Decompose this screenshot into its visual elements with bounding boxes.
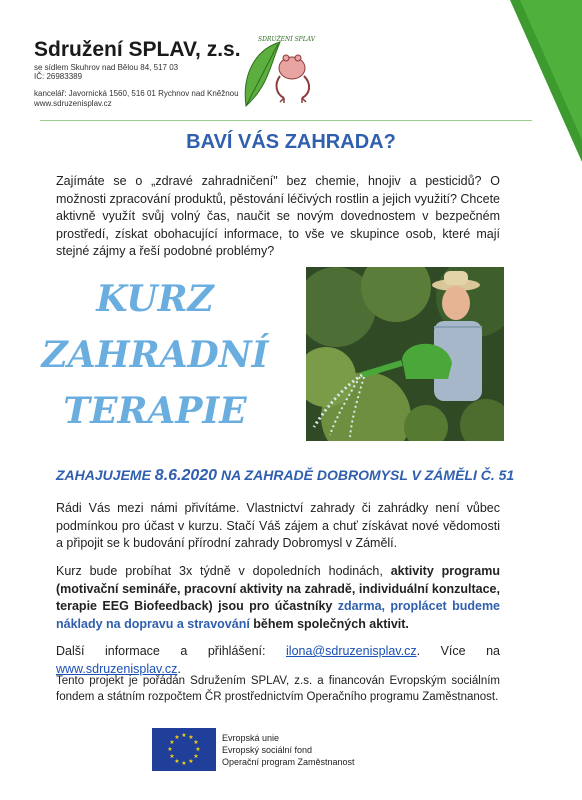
program-text-2: aktivity programu (motivační semináře, pracovní aktivity na zahradě, individuální konzultace, terapie EEG Biofeedback) jsou pro účastníky [56, 564, 500, 613]
gardener-photo [306, 267, 504, 441]
svg-text:★: ★ [195, 746, 201, 753]
eu-text [222, 732, 355, 768]
contact-end: . [177, 661, 181, 676]
course-title-line-3: TERAPIE [63, 390, 247, 432]
funding-paragraph: Tento projekt je pořádán Sdružením SPLAV, z.s. a financován Evropským sociálním fondem a státním rozpočtem ČR prostřednictvím Operačního programu Zaměstnanost. [56, 675, 500, 703]
org-website: www.sdruzenisplav.cz [34, 99, 112, 108]
contact-middle: . Více na [416, 644, 500, 658]
svg-text:★: ★ [188, 758, 194, 765]
svg-text:★: ★ [181, 732, 187, 739]
program-paragraph [56, 563, 500, 633]
svg-text:★: ★ [188, 734, 194, 741]
org-ic: IČ: 26983389 [34, 72, 83, 81]
org-office: kancelář: Javornická 1560, 516 01 Rychnov nad Kněžnou [34, 89, 239, 98]
eu-line-2: Evropský sociální fond [222, 745, 313, 755]
contact-email-link[interactable]: ilona@sdruzenisplav.cz [286, 644, 417, 658]
intro-paragraph: Zajímáte se o „zdravé zahradničení" bez chemie, hnojiv a pesticidů? O možnosti zpracování produktů, pěstování léčivých rostlin a jejich využití? Chcete aktivně využít svůj volný čas, naučit se novým dovednostem v bezpečném prostředí, získat obohacující informace, to vše ve skupince osob, které mají stejné zájmy a řeší podobné problémy? [56, 174, 500, 258]
program-text-1: Kurz bude probíhat 3x týdně v dopoledních hodinách, [56, 564, 391, 578]
start-prefix: ZAHAJUJEME [56, 467, 155, 483]
start-announcement [56, 467, 514, 485]
svg-text:★: ★ [193, 739, 199, 746]
welcome-paragraph: Rádi Vás mezi námi přivítáme. Vlastnictví zahrady či zahrádky není vůbec podmínkou pro účast v kurzu. Stačí Váš zájem a chuť získávat nové vědomosti a připojit se k budování přírodní zahrady Dobromysl v Zámělí. [56, 501, 500, 550]
svg-text:★: ★ [193, 753, 199, 760]
start-location: NA ZAHRADĚ DOBROMYSL V ZÁMĚLI Č. 51 [217, 467, 515, 483]
svg-text:★: ★ [181, 760, 187, 767]
eu-line-1: Evropská unie [222, 733, 280, 743]
contact-label: Další informace a přihlášení: [56, 644, 287, 658]
svg-text:★: ★ [174, 734, 180, 741]
course-title-line-1: KURZ [96, 278, 214, 320]
start-date: 8.6.2020 [154, 467, 218, 484]
svg-text:★: ★ [169, 739, 175, 746]
program-free-text: zdarma, proplácet budeme náklady na dopravu a stravování [56, 599, 501, 631]
svg-text:★: ★ [167, 746, 173, 753]
svg-text:★: ★ [174, 758, 180, 765]
page-heading: BAVÍ VÁS ZAHRADA? [186, 131, 396, 153]
org-seat: se sídlem Skuhrov nad Bělou 84, 517 03 [34, 63, 179, 72]
logo-text: SDRUŽENÍ SPLAV [258, 36, 316, 43]
svg-text:★: ★ [169, 753, 175, 760]
header-divider [40, 120, 532, 121]
splav-logo [240, 36, 330, 112]
course-title-line-2: ZAHRADNÍ [41, 334, 269, 376]
contact-website-link[interactable]: www.sdruzenisplav.cz [56, 661, 178, 676]
org-name: Sdružení SPLAV, z.s. [34, 38, 241, 61]
program-text-4: během společných aktivit. [249, 616, 409, 631]
eu-line-3: Operační program Zaměstnanost [222, 757, 355, 767]
eu-flag-icon [152, 728, 216, 771]
